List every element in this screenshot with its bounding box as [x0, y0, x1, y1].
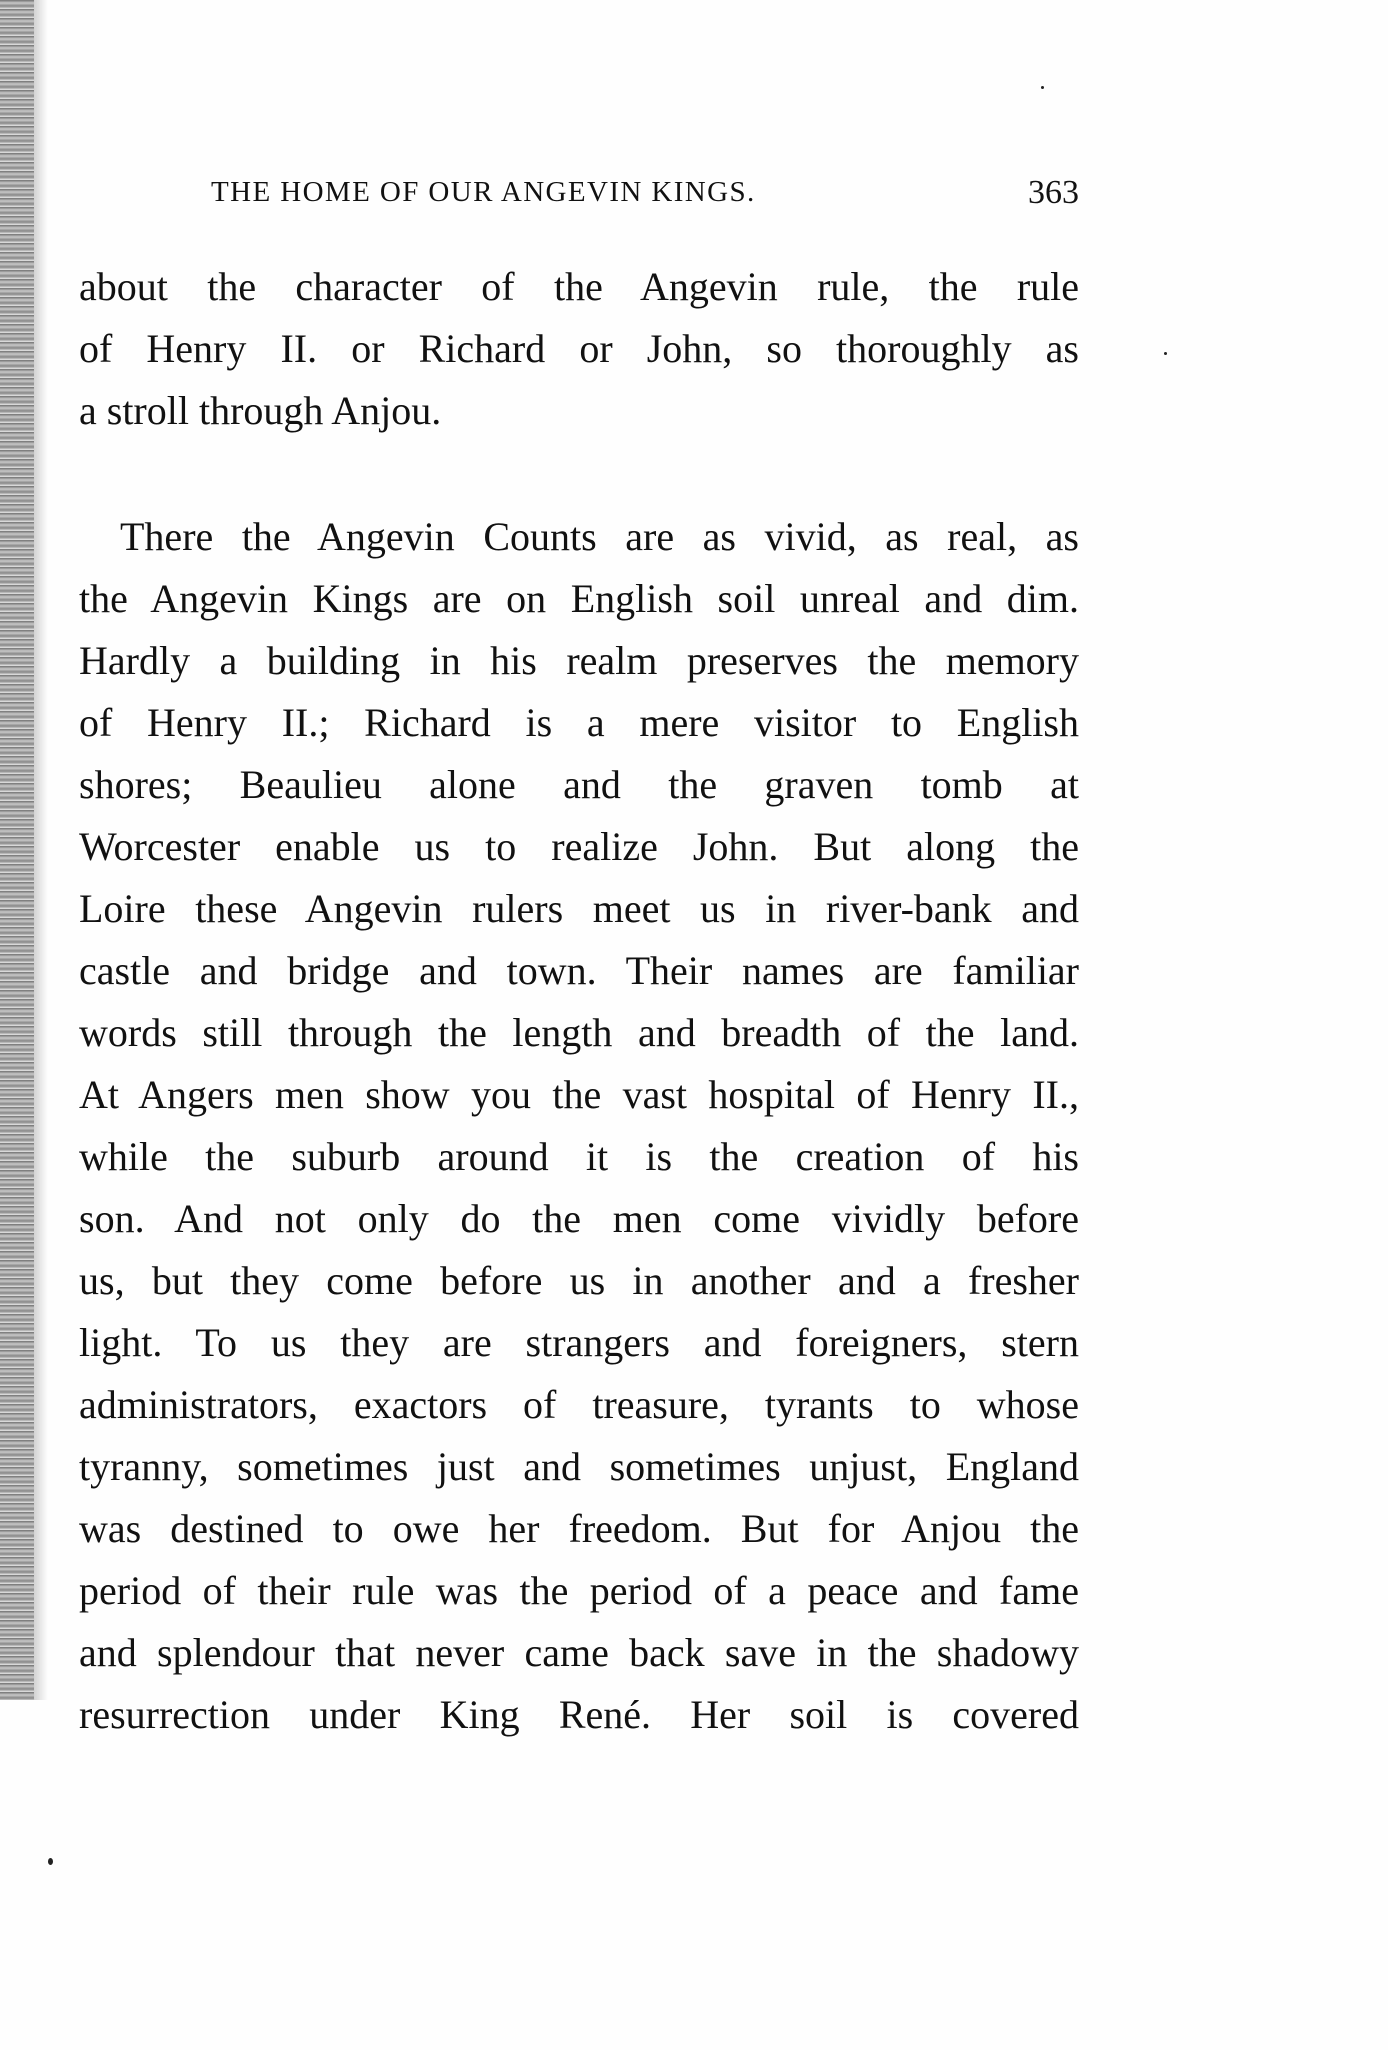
text-line: us, but they come before us in another and a fresher	[79, 1258, 1079, 1303]
text-line: Worcester enable us to realize John. But along the	[79, 824, 1079, 869]
text-line: Hardly a building in his realm preserves the memory	[79, 638, 1079, 683]
page-number: 363	[1028, 174, 1079, 211]
text-line: and splendour that never came back save in the shadowy	[79, 1630, 1079, 1675]
text-line: shores; Beaulieu alone and the graven tomb at	[79, 762, 1079, 807]
text-line: son. And not only do the men come vividly before	[79, 1196, 1079, 1241]
text-line: the Angevin Kings are on English soil unreal and dim.	[79, 576, 1079, 621]
text-line: There the Angevin Counts are as vivid, as real, as	[120, 514, 1079, 559]
body-text	[79, 256, 1079, 1746]
paragraph-gap	[79, 442, 1079, 506]
text-line: period of their rule was the period of a peace and fame	[79, 1568, 1079, 1613]
ink-speck	[1041, 86, 1044, 89]
text-line: was destined to owe her freedom. But for Anjou the	[79, 1506, 1079, 1551]
text-line: while the suburb around it is the creation of his	[79, 1134, 1079, 1179]
text-line: At Angers men show you the vast hospital of Henry II.,	[79, 1072, 1079, 1117]
binding-edge	[0, 0, 34, 1700]
ink-speck	[1164, 352, 1167, 355]
text-line: castle and bridge and town. Their names are familiar	[79, 948, 1079, 993]
page-header	[211, 176, 1079, 226]
text-line: administrators, exactors of treasure, tyrants to whose	[79, 1382, 1079, 1427]
text-line: words still through the length and breadth of the land.	[79, 1010, 1079, 1055]
text-line: tyranny, sometimes just and sometimes unjust, England	[79, 1444, 1079, 1489]
text-line: resurrection under King René. Her soil is covered	[79, 1692, 1079, 1737]
text-line: light. To us they are strangers and foreigners, stern	[79, 1320, 1079, 1365]
text-line: of Henry II. or Richard or John, so thoroughly as	[79, 326, 1079, 371]
ink-speck	[48, 1858, 53, 1865]
text-line: a stroll through Anjou.	[79, 388, 442, 433]
running-head: THE HOME OF OUR ANGEVIN KINGS.	[211, 176, 756, 208]
text-line: about the character of the Angevin rule, the rule	[79, 264, 1079, 309]
text-line: of Henry II.; Richard is a mere visitor to English	[79, 700, 1079, 745]
text-line: Loire these Angevin rulers meet us in river-bank and	[79, 886, 1079, 931]
